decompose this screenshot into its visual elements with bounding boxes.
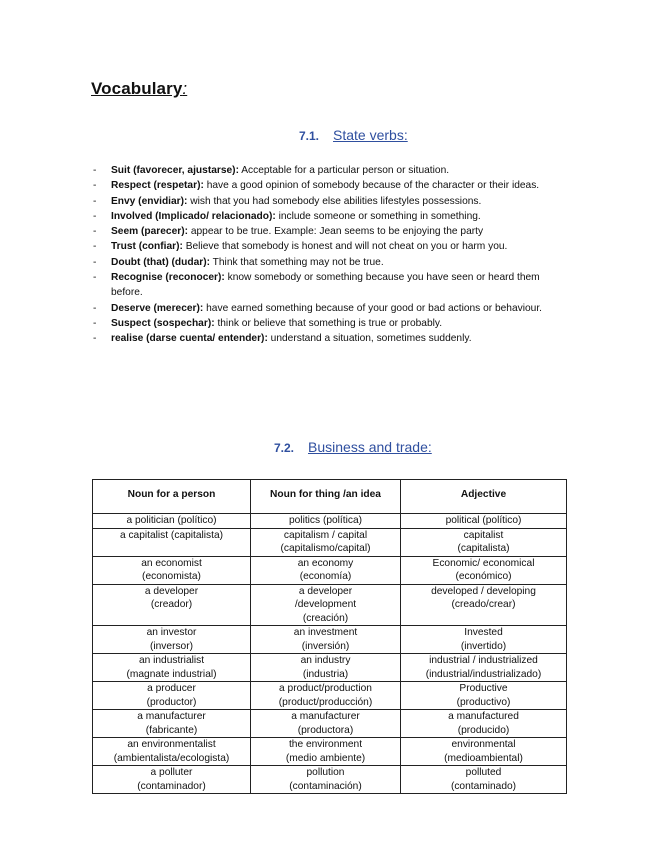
cell-person [93, 738, 251, 766]
verb-term: Involved (Implicado/ relacionado): [111, 210, 276, 222]
cell-thing [251, 766, 401, 794]
cell-line: (medio ambiente) [285, 752, 366, 764]
cell-line: industrial / industrialized [429, 655, 538, 666]
column-header-person: Noun for a person [93, 480, 251, 514]
cell-line: capitalism / capital [283, 529, 368, 541]
cell-line: (productor) [146, 696, 197, 708]
cell-line: environmental [451, 739, 516, 750]
cell-line: (creación) [302, 612, 349, 624]
table-row [93, 738, 567, 766]
list-item [93, 316, 553, 331]
cell-adjective [401, 626, 567, 654]
cell-line: (contaminado) [450, 780, 517, 792]
table-row [93, 682, 567, 710]
cell-line: (capitalista) [457, 543, 510, 554]
verb-term: Seem (parecer): [111, 226, 189, 238]
cell-adjective [401, 654, 567, 682]
list-item [93, 194, 553, 209]
list-item [93, 331, 553, 346]
section-number: 7.1. [299, 129, 320, 143]
cell-line: (creado/crear) [451, 599, 516, 610]
cell-line: /development [294, 599, 357, 610]
cell-line: (fabricante) [145, 724, 198, 736]
cell-line: political (político) [445, 515, 522, 526]
table-row [93, 528, 567, 556]
cell-line: (productivo) [456, 696, 511, 708]
cell-person [93, 682, 251, 710]
table-row [93, 766, 567, 794]
cell-person [93, 584, 251, 626]
section-heading-state-verbs [299, 127, 408, 143]
cell-person [93, 556, 251, 584]
cell-line: (economista) [142, 571, 201, 582]
cell-thing [251, 710, 401, 738]
column-header-adjective: Adjective [401, 480, 567, 514]
list-item [93, 178, 553, 193]
cell-line: (economía) [299, 571, 352, 582]
cell-thing [251, 682, 401, 710]
verb-term: Recognise (reconocer): [111, 272, 225, 284]
cell-thing [251, 654, 401, 682]
cell-adjective [401, 738, 567, 766]
cell-line: a product/production [279, 683, 372, 694]
business-trade-table [92, 479, 567, 794]
verb-term: Suspect (sospechar): [111, 317, 215, 329]
verb-term: Envy (envidiar): [111, 195, 188, 207]
cell-line: an economy [297, 557, 354, 569]
verb-definition: understand a situation, sometimes suddenly. [267, 333, 472, 345]
cell-line: politics (política) [288, 515, 363, 526]
cell-thing [251, 528, 401, 556]
table-row [93, 514, 567, 529]
cell-line: (industria) [302, 668, 349, 680]
list-item [93, 301, 553, 316]
verb-definition: Believe that somebody is honest and will not cheat on you or harm you. [182, 241, 508, 253]
cell-line: a developer [298, 585, 353, 597]
verb-definition: include someone or something in something. [275, 210, 481, 222]
cell-line: an investor [146, 627, 197, 638]
cell-line: (industrial/industrializado) [425, 668, 542, 680]
cell-line: Invested [464, 627, 503, 638]
cell-line: (ambientalista/ecologista) [113, 752, 230, 764]
cell-line: (creador) [150, 599, 193, 610]
cell-line: (contaminador) [137, 780, 206, 792]
cell-line: (capitalismo/capital) [280, 543, 371, 554]
cell-thing [251, 738, 401, 766]
cell-line: Productive [459, 683, 508, 694]
cell-thing [251, 584, 401, 626]
verb-definition: appear to be true. Example: Jean seems to be enjoying the party [188, 226, 484, 238]
cell-person [93, 654, 251, 682]
cell-thing [251, 556, 401, 584]
cell-line: (producido) [457, 724, 510, 736]
cell-line: (magnate industrial) [126, 668, 217, 680]
cell-line: (inversión) [301, 640, 350, 652]
cell-adjective [401, 766, 567, 794]
verb-definition: have earned something because of your good or bad actions or behaviour. [203, 302, 542, 314]
verb-term: Respect (respetar): [111, 180, 204, 192]
cell-line: an economist [141, 557, 202, 569]
list-item [93, 224, 553, 239]
cell-adjective [401, 514, 567, 529]
list-item [93, 270, 553, 301]
cell-line: (productora) [297, 724, 354, 736]
cell-person [93, 766, 251, 794]
list-item [93, 163, 553, 178]
cell-line: a polluter [150, 767, 193, 778]
page-title-text: Vocabulary [91, 79, 183, 98]
cell-line: developed / developing [431, 585, 536, 597]
cell-line: a producer [147, 683, 196, 694]
cell-line: (invertido) [460, 640, 507, 652]
cell-adjective [401, 556, 567, 584]
section-heading-business-trade [274, 439, 432, 455]
cell-thing [251, 626, 401, 654]
verb-definition: Think that something may not be true. [210, 256, 384, 268]
cell-person [93, 528, 251, 556]
cell-line: (económico) [455, 571, 512, 582]
verb-definition: have a good opinion of somebody because of the character or their ideas. [203, 180, 540, 192]
cell-line: a developer [144, 585, 199, 597]
cell-line: a capitalist (capitalista) [119, 529, 224, 541]
verb-term: Deserve (merecer): [111, 302, 204, 314]
verb-term: Doubt (that) (dudar): [111, 256, 211, 268]
section-number: 7.2. [274, 441, 295, 455]
list-item [93, 209, 553, 224]
cell-thing [251, 514, 401, 529]
cell-line: a politician (político) [126, 515, 217, 526]
cell-line: an industry [300, 655, 351, 666]
section-title: State verbs: [333, 127, 408, 143]
table-row [93, 556, 567, 584]
verb-definition: know somebody or something because you have seen or heard them before. [111, 272, 540, 299]
cell-line: an investment [293, 627, 358, 638]
section-title: Business and trade: [308, 439, 432, 455]
list-item [93, 239, 553, 254]
table-row [93, 626, 567, 654]
verb-term: Suit (favorecer, ajustarse): [111, 165, 239, 176]
verb-term: realise (darse cuenta/ entender): [111, 333, 268, 345]
cell-adjective [401, 710, 567, 738]
page-title [91, 79, 187, 99]
cell-line: (product/producción) [278, 696, 373, 708]
cell-line: capitalist [463, 529, 504, 541]
cell-adjective [401, 682, 567, 710]
cell-adjective [401, 528, 567, 556]
cell-line: (inversor) [149, 640, 194, 652]
cell-person [93, 514, 251, 529]
cell-line: pollution [306, 767, 345, 778]
state-verbs-list [93, 163, 553, 347]
cell-adjective [401, 584, 567, 626]
table-row [93, 654, 567, 682]
cell-line: Economic/ economical [432, 557, 535, 569]
verb-definition: Acceptable for a particular person or situation. [238, 165, 450, 176]
cell-person [93, 710, 251, 738]
table-header-row [93, 480, 567, 514]
column-header-thing: Noun for thing /an idea [251, 480, 401, 514]
cell-person [93, 626, 251, 654]
verb-definition: think or believe that something is true or probably. [214, 317, 443, 329]
verb-definition: wish that you had somebody else abilities lifestyles possessions. [187, 195, 482, 207]
cell-line: a manufactured [448, 711, 519, 722]
page-title-colon: : [182, 79, 188, 98]
cell-line: the environment [288, 739, 363, 750]
list-item [93, 255, 553, 270]
cell-line: an environmentalist [127, 739, 216, 750]
cell-line: (medioambiental) [444, 752, 523, 764]
cell-line: polluted [465, 767, 502, 778]
verb-term: Trust (confiar): [111, 241, 183, 253]
table-row [93, 710, 567, 738]
cell-line: an industrialist [138, 655, 205, 666]
table-row [93, 584, 567, 626]
cell-line: a manufacturer [291, 711, 360, 722]
cell-line: (contaminación) [289, 780, 362, 792]
cell-line: a manufacturer [137, 711, 206, 722]
table-body [93, 514, 567, 794]
